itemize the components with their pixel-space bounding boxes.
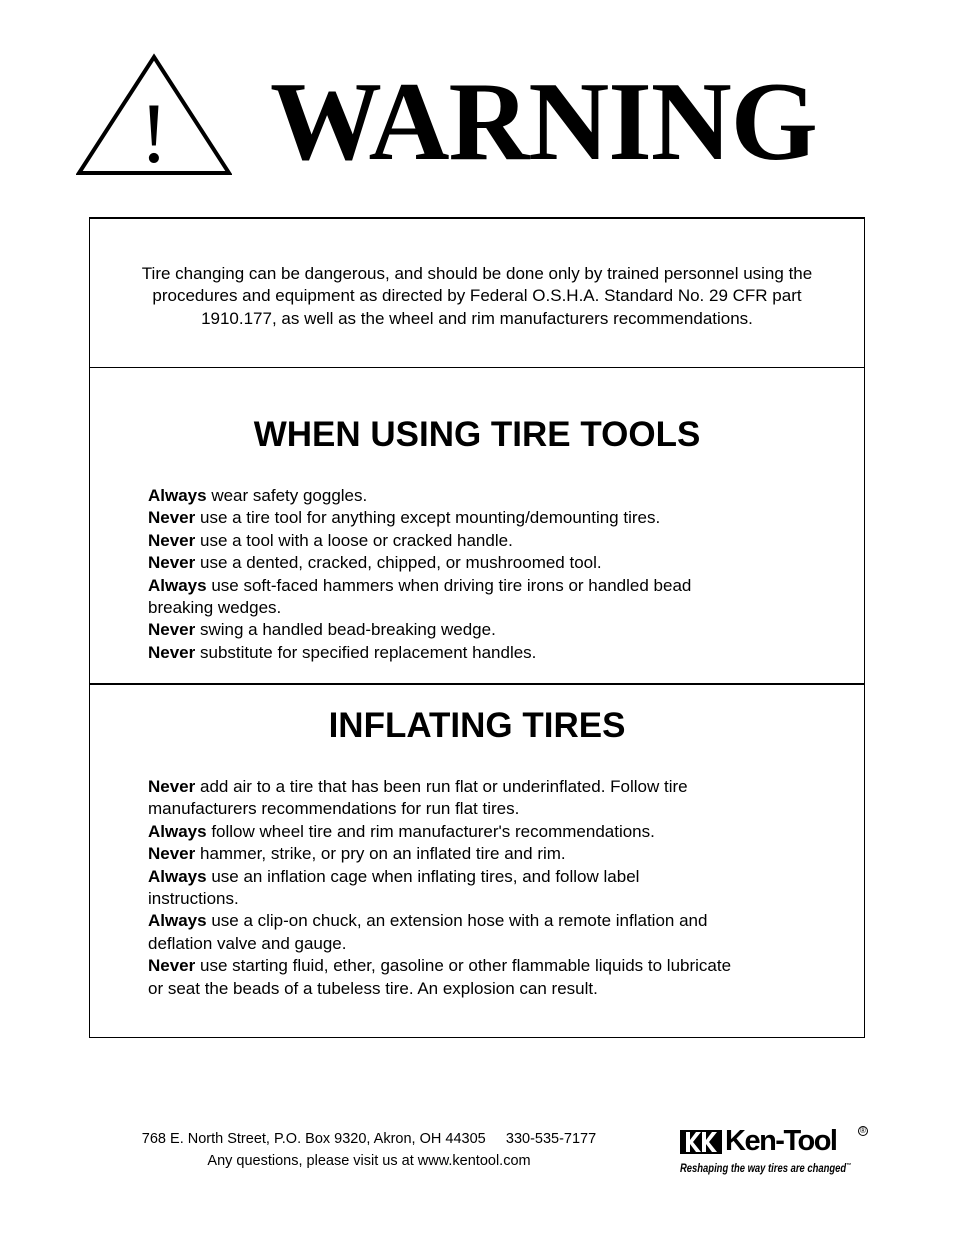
ken-tool-logo-name: Ken-Tool bbox=[725, 1125, 837, 1157]
warning-exclamation: ! bbox=[139, 85, 169, 176]
inflating-rules bbox=[148, 776, 844, 1000]
rule-item: Never use a tire tool for anything except mounting/demounting tires. bbox=[148, 508, 661, 528]
warning-triangle-icon bbox=[76, 52, 232, 176]
warning-title: WARNING bbox=[270, 60, 817, 184]
registered-mark: ® bbox=[858, 1126, 868, 1136]
footer-contact bbox=[96, 1128, 642, 1172]
rule-item: Never hammer, strike, or pry on an inflated tire and rim. bbox=[148, 844, 566, 864]
rule-item: Never swing a handled bead-breaking wedge. bbox=[148, 620, 496, 640]
ken-tool-tagline: Reshaping the way tires are changed™ bbox=[680, 1162, 852, 1175]
rule-item: Always use a clip-on chuck, an extension hose with a remote inflation and deflation valve and gauge. bbox=[148, 911, 708, 953]
rule-item: Always wear safety goggles. bbox=[148, 486, 368, 505]
rule-item: Never substitute for specified replacement handles. bbox=[148, 642, 537, 662]
tire-tools-heading: WHEN USING TIRE TOOLS bbox=[253, 415, 701, 454]
inflating-section bbox=[89, 684, 865, 1038]
rule-item: Always use soft-faced hammers when driving tire irons or handled bead breaking wedges. bbox=[148, 575, 692, 618]
intro-text: Tire changing can be dangerous, and should be done only by trained personnel using the procedures and equipment as directed by Federal O.S.H.A. Standard No. 29 CFR part 1910.177, as well as the wheel and rim manufacturers recommendations. bbox=[141, 264, 813, 328]
footer-address-line bbox=[96, 1128, 642, 1150]
intro-box bbox=[89, 217, 865, 368]
rule-item: Always use an inflation cage when inflating tires, and follow label instructions. bbox=[148, 866, 640, 909]
footer-phone: 330-535-7177 bbox=[505, 1131, 597, 1147]
footer-questions: Any questions, please visit us at www.kentool.com bbox=[207, 1153, 531, 1169]
tire-tools-section bbox=[89, 367, 865, 685]
rule-item: Never use a dented, cracked, chipped, or mushroomed tool. bbox=[148, 553, 602, 573]
footer-address: 768 E. North Street, P.O. Box 9320, Akron, OH 44305 bbox=[141, 1131, 486, 1147]
rule-item: Never add air to a tire that has been run flat or underinflated. Follow tire manufacturers recommendations for run flat tires. bbox=[148, 777, 688, 819]
rule-item: Never use starting fluid, ether, gasoline or other flammable liquids to lubricate or seat the beads of a tubeless tire. An explosion can result. bbox=[148, 956, 732, 998]
tire-tools-rules bbox=[148, 485, 844, 664]
ken-tool-logo bbox=[680, 1126, 870, 1178]
ken-tool-logo-icon bbox=[680, 1130, 722, 1154]
inflating-heading: INFLATING TIRES bbox=[328, 706, 626, 745]
rule-item: Never use a tool with a loose or cracked handle. bbox=[148, 530, 513, 550]
rule-item: Always follow wheel tire and rim manufacturer's recommendations. bbox=[148, 821, 655, 841]
